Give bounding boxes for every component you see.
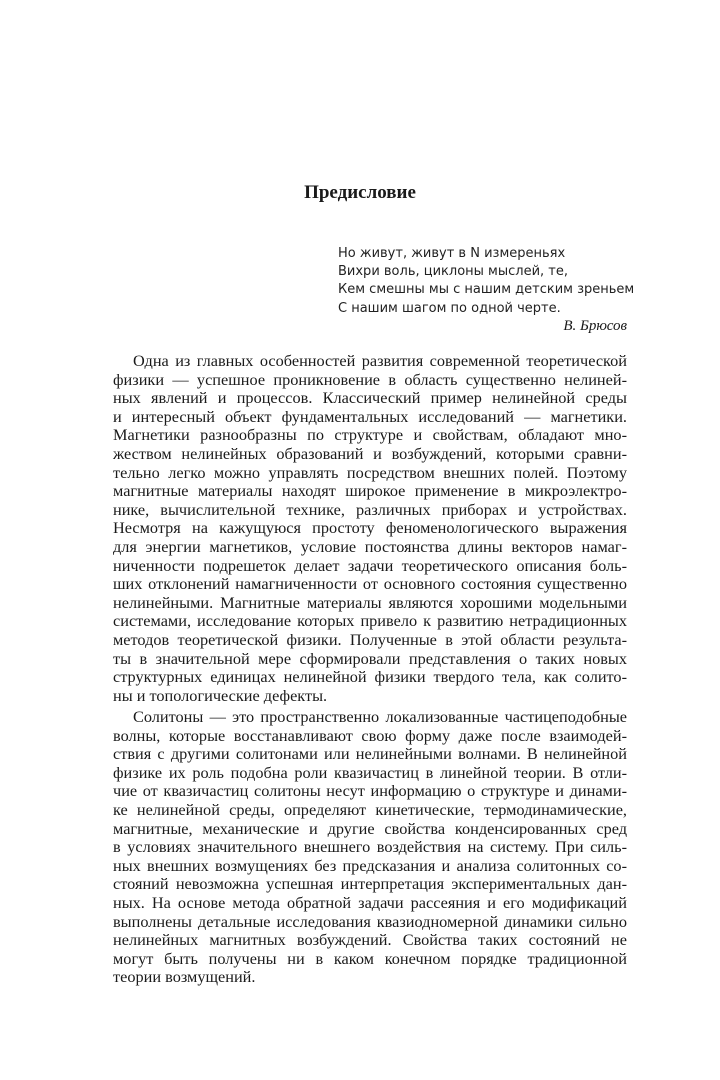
text-line: стояний невозможна успешная интерпретация экспериментальных дан-: [113, 874, 627, 894]
text-line: для энергии магнетиков, условие постоянства длины векторов намаг-: [113, 536, 627, 556]
text-line: нелинейными. Магнитные материалы являются хорошими модельными: [113, 592, 627, 612]
text-line: Солитоны — это пространственно локализованные частицеподобные: [133, 707, 627, 726]
text-line: Одна из главных особенностей развития современной теоретической: [133, 351, 627, 370]
text-line: ствия с другими солитонами или нелинейными волнами. В нелинейной: [113, 744, 627, 764]
text-line: методов теоретической физики. Полученные в этой области результа-: [113, 629, 627, 649]
text-line: ных. На основе метода обратной задачи рассеяния и его модификаций: [113, 892, 627, 912]
text-line: теории возмущений.: [113, 967, 256, 987]
text-line: могут быть получены ни в каком конечном порядке традиционной: [113, 948, 627, 968]
text-line: волны, которые восстанавливают свою форму даже после взаимодей-: [113, 725, 627, 745]
text-line: физики — успешное проникновение в область существенно нелиней-: [113, 369, 627, 389]
text-line: структурных единицах нелинейной физики твердого тела, как солито-: [113, 667, 627, 687]
text-line: ке нелинейной среды, определяют кинетические, термодинамические,: [113, 799, 627, 819]
text-line: ных внешних возмущениях без предсказания и анализа солитонных со-: [113, 855, 627, 875]
page-title: Предисловие: [304, 182, 416, 203]
text-line: магнитные, механические и другие свойства конденсированных сред: [113, 818, 627, 838]
text-line: нике, вычислительной технике, различных приборах и устройствах.: [113, 499, 627, 519]
text-line: жеством нелинейных образований и возбуждений, которыми сравни-: [113, 443, 627, 463]
epigraph-line: С нашим шагом по одной черте.: [338, 300, 561, 316]
text-line: системами, исследование которых привело к развитию нетрадиционных: [113, 611, 627, 631]
epigraph-line: Но живут, живут в N измереньях: [338, 246, 566, 261]
text-line: выполнены детальные исследования квазиодномерной динамики сильно: [113, 911, 627, 931]
text-line: ты в значительной мере сформировали представления о таких новых: [113, 648, 627, 668]
text-line: ны и топологические дефекты.: [113, 685, 328, 705]
text-line: ших отклонений намагниченности от основного состояния существенно: [113, 574, 627, 594]
text-line: физике их роль подобна роли квазичастиц в линейной теории. В отли-: [113, 762, 627, 782]
text-line: Магнетики разнообразны по структуре и свойствам, обладают мно-: [113, 425, 627, 445]
text-line: в условиях значительного внешнего воздействия на систему. При силь-: [113, 837, 627, 857]
text-line: магнитные материалы находят широкое применение в микроэлектро-: [113, 481, 627, 501]
epigraph-author: В. Брюсов: [563, 318, 627, 334]
text-line: Несмотря на кажущуюся простоту феноменологического выражения: [113, 518, 627, 538]
paragraph-2: [113, 708, 627, 987]
epigraph-line: Кем смешны мы с нашим детским зреньем: [338, 282, 635, 298]
text-line: ных явлений и процессов. Классический пример нелинейной среды: [113, 388, 627, 408]
text-line: тельно легко можно управлять посредством внешних полей. Поэтому: [113, 462, 627, 482]
text-line: ниченности подрешеток делает задачи теоретического описания боль-: [113, 555, 627, 575]
epigraph-line: Вихри воль, циклоны мыслей, те,: [338, 264, 568, 280]
epigraph: [338, 245, 634, 318]
text-line: нелинейных магнитных возбуждений. Свойства таких состояний не: [113, 930, 627, 950]
text-line: и интересный объект фундаментальных исследований — магнетики.: [113, 406, 627, 426]
text-line: чие от квазичастиц солитоны несут информацию о структуре и динами-: [113, 781, 627, 801]
paragraph-1: [113, 352, 627, 705]
